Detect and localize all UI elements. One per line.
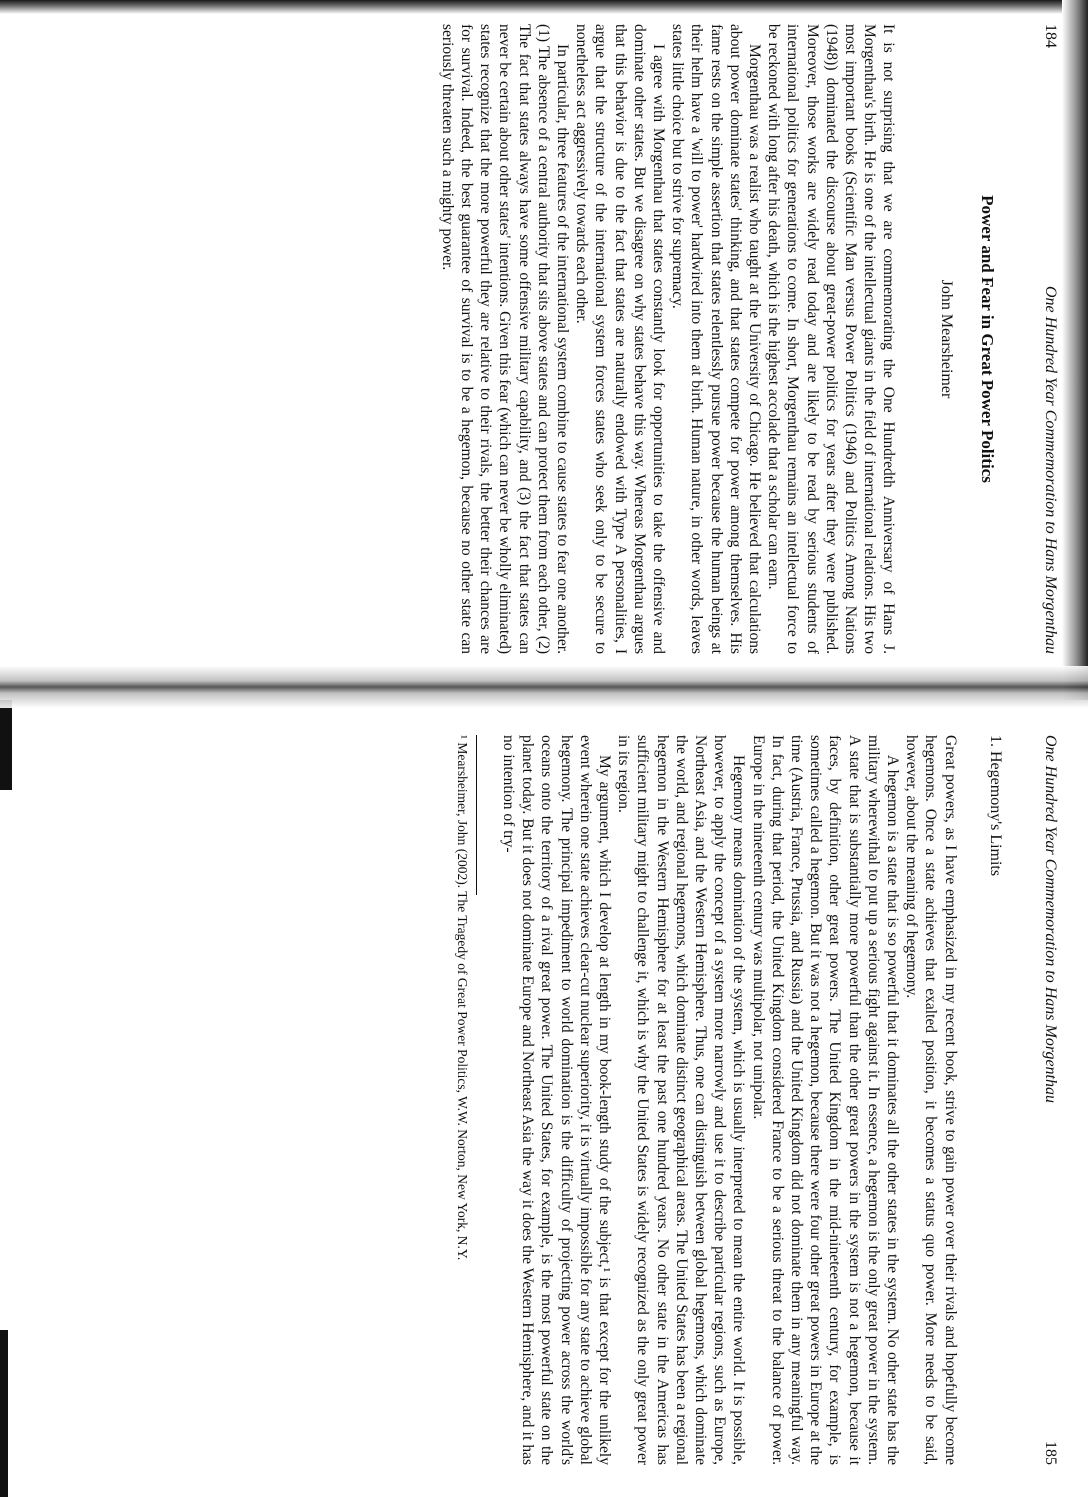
paragraph: Great powers, as I have emphasized in my recent book, strive to gain power over their rivals and hopefully become hegemons. Once a state achieves that exalted position, it becomes a status quo power. More needs to be said, however, about the meaning of hegemony.: [903, 735, 959, 1465]
page-number-185: 185: [1042, 1441, 1059, 1465]
section-heading: 1. Hegemony's Limits: [986, 735, 1004, 877]
running-head-184: [1041, 24, 1060, 654]
page-number-184: 184: [1042, 24, 1059, 48]
footnote-divider: [476, 735, 477, 895]
running-head-185: [1041, 735, 1060, 1465]
running-head-title-185: One Hundred Year Commemoration to Hans Morgenthau: [1042, 735, 1059, 1103]
running-head-title-184: One Hundred Year Commemoration to Hans Morgenthau: [1042, 286, 1059, 654]
paragraph: It is not surprising that we are commemorating the One Hundredth Anniversary of Hans J. Morgenthau's birth. He is one of the intellectual giants in the field of international relations. His two most important books (Scientific Man versus Power Politics (1946) and Politics Among Nations (1948)) dominated the discourse about great-power politics for years after they were published. Moreover, those works are widely read today and are likely to be read by serious students of international politics for generations to come. In short, Morgenthau remains an intellectual force to be reckoned with long after his death, which is the highest accolade that a scholar can earn.: [765, 24, 898, 654]
article-title: Power and Fear in Great Power Politics: [977, 195, 997, 483]
paragraph: Morgenthau was a realist who taught at the University of Chicago. He believed that calculations about power dominate states' thinking, and that states compete for power among themselves. His fame rests on the simple assertion that states relentlessly pursue power because the human beings at their helm have a 'will to power' hardwired into them at birth. Human nature, in other words, leaves states little choice but to strive for supremacy.: [669, 24, 763, 654]
paragraph: A hegemon is a state that is so powerful that it dominates all the other states in the system. No other state has the military wherewithal to put up a serious fight against it. In essence, a hegemon is the only great power in the system. A state that is substantially more powerful than the other great powers in the system is not a hegemon, because it faces, by definition, other great powers. The United Kingdom in the mid-nineteenth century, for example, is sometimes called a hegemon. But it was not a hegemon, because there were four other great powers in Europe at the time (Austria, France, Prussia, and Russia) and the United Kingdom did not dominate them in any meaningful way. In fact, during that period, the United Kingdom considered France to be a serious threat to the balance of power. Europe in the nineteenth century was multipolar, not unipolar.: [749, 735, 901, 1465]
article-author: John Mearsheimer: [937, 279, 955, 399]
page-185: [454, 735, 1060, 1465]
paragraph: My argument, which I develop at length in my book-length study of the subject,¹ is that except for the unlikely event wherein one state achieves clear-cut nuclear superiority, it is virtually impossible for any state to achieve global hegemony. The principal impediment to world domination is the difficulty of projecting power across the world's oceans onto the territory of a rival great power. The United States, for example, is the most powerful state on the planet today. But it does not dominate Europe and Northeast Asia the way it does the Western Hemisphere, and it has no intention of try-: [499, 735, 613, 1465]
paragraph: Hegemony means domination of the system, which is usually interpreted to mean the entire world. It is possible, however, to apply the concept of a system more narrowly and use it to describe particular regions, such as Europe, Northeast Asia, and the Western Hemisphere. Thus, one can distinguish between global hegemons, which dominate the world, and regional hegemons, which dominate distinct geographical areas. The United States has been a regional hegemon in the Western Hemisphere for at least the past one hundred years. No other state in the Americas has sufficient military might to challenge it, which is why the United States is widely recognized as the only great power in its region.: [615, 735, 748, 1465]
page-184: [438, 24, 1060, 654]
paragraph: I agree with Morgenthau that states constantly look for opportunities to take the offensive and dominate other states. But we disagree on why states behave this way. Whereas Morgenthau argues that this behavior is due to the fact that states are naturally endowed with Type A personalities, I argue that the structure of the international system forces states who seek only to be secure to nonetheless act aggressively towards each other.: [573, 24, 667, 654]
footnote: ¹ Mearsheimer, John (2002). The Tragedy of Great Power Politics, W.W. Norton, New York, N.Y.: [454, 735, 470, 1261]
paragraph: In particular, three features of the international system combine to cause states to fear one another. (1) The absence of a central authority that sits above states and can protect them from each other, (2) The fact that states always have some offensive military capability, and (3) the fact that states can never be certain about other states' intentions. Given this fear (which can never be wholly eliminated) states recognize that the more powerful they are relative to their rivals, the better their chances are for survival. Indeed, the best guarantee of survival is to be a hegemon, because no other state can seriously threaten such a mighty power.: [438, 24, 571, 654]
